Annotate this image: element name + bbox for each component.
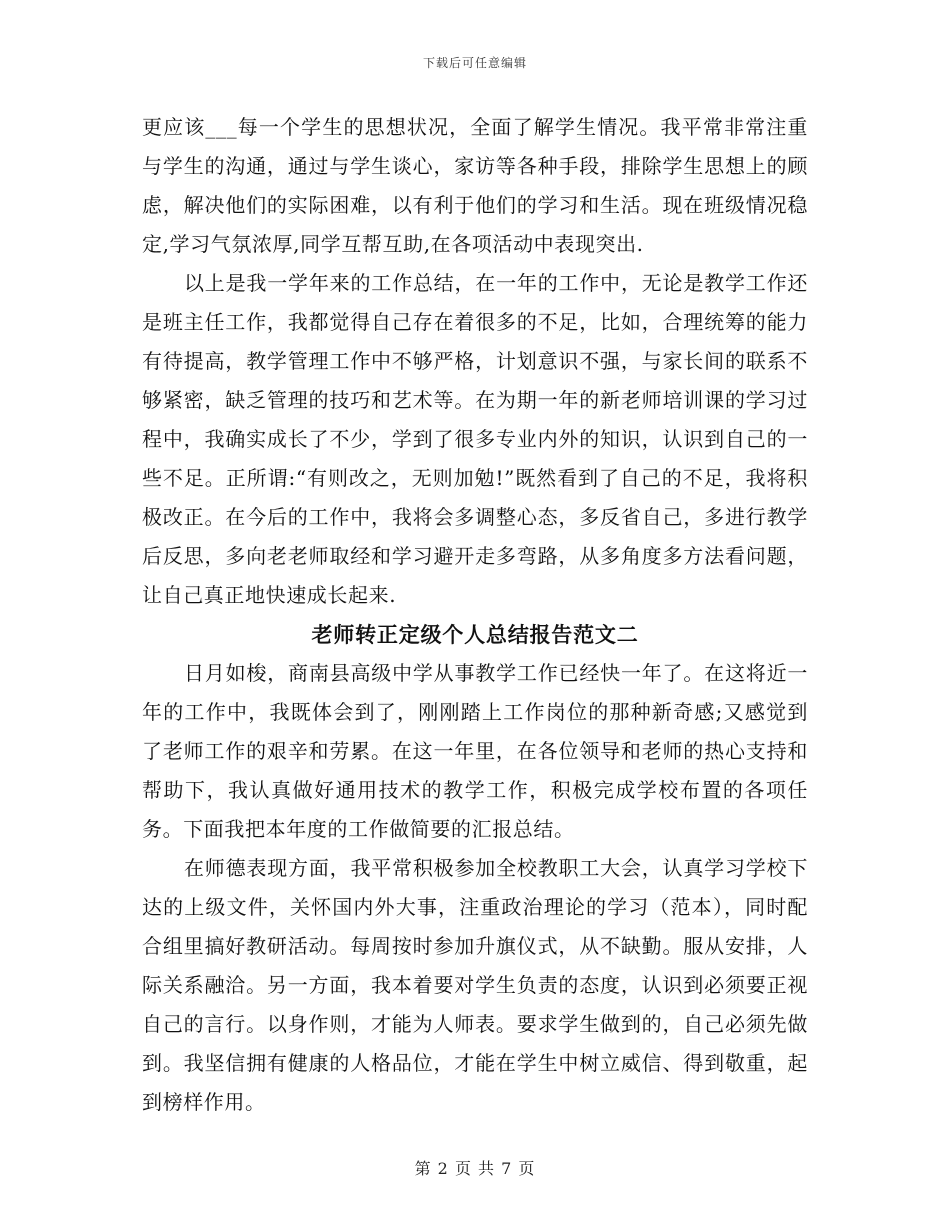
paragraph-2: 以上是我一学年来的工作总结，在一年的工作中，无论是教学工作还是班主任工作，我都觉得自己存在着很多的不足，比如，合理统筹的能力有待提高，教学管理工作中不够严格，计划意识不强，与家长间的联系不够紧密，缺乏管理的技巧和艺术等。在为期一年的新老师培训课的学习过程中，我确实成长了不少，学到了很多专业内外的知识，认识到自己的一些不足。正所谓:“有则改之，无则加勉!”既然看到了自己的不足，我将积极改正。在今后的工作中，我将会多调整心态，多反省自己，多进行教学后反思，多向老老师取经和学习避开走多弯路，从多角度多方法看问题，让自己真正地快速成长起来. [142,271,808,607]
section-title: 老师转正定级个人总结报告范文二 [311,622,639,647]
page-header: 下载后可任意编辑 [422,56,527,70]
paragraph-3: 日月如梭，商南县高级中学从事教学工作已经快一年了。在这将近一年的工作中，我既体会到了，刚刚踏上工作岗位的那种新奇感;又感觉到了老师工作的艰辛和劳累。在这一年里，在各位领导和老师的热心支持和帮助下，我认真做好通用技术的教学工作，积极完成学校布置的各项任务。下面我把本年度的工作做简要的汇报总结。 [142,661,808,841]
paragraph-4: 在师德表现方面，我平常积极参加全校教职工大会，认真学习学校下达的上级文件，关怀国内外大事，注重政治理论的学习（范本），同时配合组里搞好教研活动。每周按时参加升旗仪式，从不缺勤。服从安排，人际关系融洽。另一方面，我本着要对学生负责的态度，认识到必须要正视自己的言行。以身作则，才能为人师表。要求学生做到的，自己必须先做到。我坚信拥有健康的人格品位，才能在学生中树立威信、得到敬重，起到榜样作用。 [142,856,808,1114]
page-footer: 第 2 页 共 7 页 [414,1159,536,1178]
document-body [142,108,808,1122]
paragraph-1: 更应该___每一个学生的思想状况，全面了解学生情况。我平常非常注重与学生的沟通，通过与学生谈心，家访等各种手段，排除学生思想上的顾虑，解决他们的实际困难，以有利于他们的学习和生活。现在班级情况稳定,学习气氛浓厚,同学互帮互助,在各项活动中表现突出. [142,115,808,256]
